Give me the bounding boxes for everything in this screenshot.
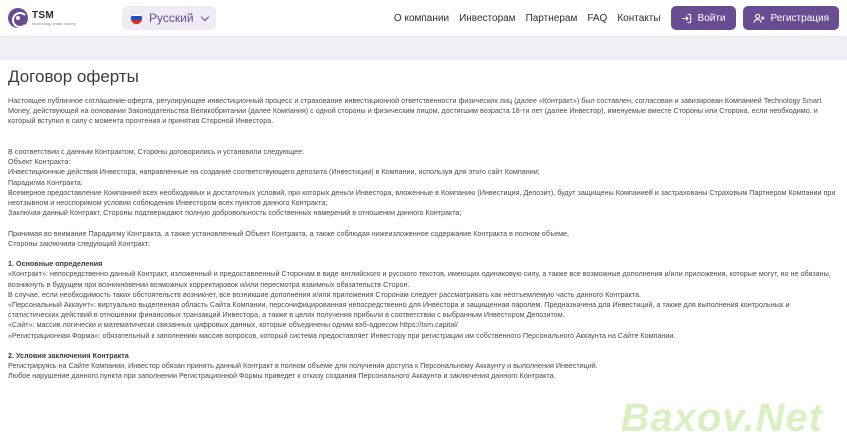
nav-contacts[interactable]: Контакты xyxy=(617,12,661,24)
login-arrow-icon xyxy=(681,13,692,24)
paragraph: Всемерное предоставление Компанией всех необходимых и достаточных условий, при которых деньги Инвестора, вложенные в Компанию (Инвестиция, Депозит), будут защищены Компанией и застрахованы Страховым Партнером Компании при неотзывном и неоспоримом условии соблюдения Инвестором всех пунктов данного Контракта; xyxy=(8,187,836,207)
paragraph: Инвестиционные действия Инвестора, направленные на создание соответствующего депозита (Инвестиции) в Компании, используя для этого сайт Компании; xyxy=(8,167,540,177)
paragraph: В случае, если необходимость таких обстоятельств возникнет, все возникшие дополнения и/или приложения Сторонам следует рассматривать как неотъемлемую часть данного Контракта. xyxy=(8,289,641,299)
register-label: Регистрация xyxy=(770,12,829,24)
logo[interactable] xyxy=(8,8,112,28)
page-title: Договор оферты xyxy=(8,67,139,86)
chevron-down-icon xyxy=(200,12,208,20)
paragraph: В соответствии с данным Контрактом, Стороны договорились и установили следующее: xyxy=(8,146,305,156)
section-heading: 2. Условия заключения Контракта xyxy=(8,351,129,360)
language-selector[interactable] xyxy=(122,6,216,30)
intro-paragraph: Настоящее публичное соглашение-оферта, регулирующее инвестиционный процесс и страхование инвестиционной ответственности физических лиц (далее «Контракт») был составлен, согласован и завизирован Компанией Technology Smart Money, действующей на основании Законодательства Великобритании (далее Компания) с одной стороны и физическим лицом, достигшим возраста 18-ти лет (далее Инвестор), именуемые вместе Стороны или Сторона, если необходимо, и который вступил в силу с момента прочтения и принятия Стороной Инвестора. xyxy=(8,96,822,126)
paragraph: Регистрируясь на Сайте Компании, Инвестор обязан принять данный Контракт в полном объеме для получения доступа к Персональному Аккаунту и выполнения Инвестиций. xyxy=(8,361,598,371)
main-nav xyxy=(394,13,661,24)
paragraph: «Персональный Аккаунт»: виртуально выделенная область Сайта Компании, персонифицированная непосредственно для Инвестора и защищенная паролем. Предназначена для Инвестиций, а также для выполнения контрольных и статистических действий в отношении финансовых транзакций Инвестора, а также в целях получения прибыли в соответствии с выбранным Инвестором Депозитом. xyxy=(8,300,790,320)
register-button[interactable] xyxy=(743,6,839,30)
site-header xyxy=(0,0,847,36)
russia-flag-icon xyxy=(130,12,143,25)
logo-name: TSM xyxy=(32,9,55,21)
nav-partners[interactable]: Партнерам xyxy=(525,12,578,24)
paragraph: Любое нарушение данного пункта при заполнении Регистрационной Формы приведет к отказу создания Персонального Аккаунта и заключения данного Контракта. xyxy=(8,371,556,381)
offer-agreement-card xyxy=(0,60,847,447)
add-user-icon xyxy=(753,13,765,24)
paragraph: Парадигма Контракта: xyxy=(8,177,83,187)
paragraph: «Контракт»: непосредственно данный Контракт, изложенный и предоставленный Сторонам в виде английского и русского текстов, имеющих одинаковую силу, а также все возможные дополнения и/или приложения, которые могут, но не обязаны, возникнуть в будущем при возникновении возможных корректировок и/или пересмотра взаимных обязательств Сторон. xyxy=(8,269,831,289)
watermark: Baxov.Net xyxy=(620,396,823,440)
language-label: Русский xyxy=(149,11,194,25)
agreement-text xyxy=(8,96,839,382)
paragraph: Объект Контракта: xyxy=(8,157,71,167)
logo-tagline: technology smart money xyxy=(32,20,76,26)
paragraph: «Сайт»: массив логически и математически связанных цифровых данных, которые объединены одним вэб-адресом https://tsm.capital/ xyxy=(8,320,458,330)
logo-icon xyxy=(8,8,28,28)
nav-about[interactable]: О компании xyxy=(393,12,450,24)
paragraph: Стороны заключили следующий Контракт: xyxy=(8,238,151,248)
nav-faq[interactable]: FAQ xyxy=(587,12,608,24)
nav-investors[interactable]: Инвесторам xyxy=(459,12,516,24)
login-label: Войти xyxy=(697,12,726,24)
paragraph: «Регистрационная Форма»: обязательный к заполнению массив вопросов, который система предоставляет Инвестору при регистрации им собственного Персонального Аккаунта на Сайте Компании. xyxy=(8,330,676,340)
login-button[interactable] xyxy=(671,6,736,30)
section-heading: 1. Основные определения xyxy=(8,259,103,269)
paragraph: Заключая данный Контракт, Стороны подтверждают полную добровольность собственных намерений в отношении данного Контракта; xyxy=(8,208,462,218)
paragraph: Принимая во внимание Парадигму Контракта, а также установленный Объект Контракта, а также соблюдая нижеизложенное содержание Контракта в полном объеме, xyxy=(8,228,570,238)
